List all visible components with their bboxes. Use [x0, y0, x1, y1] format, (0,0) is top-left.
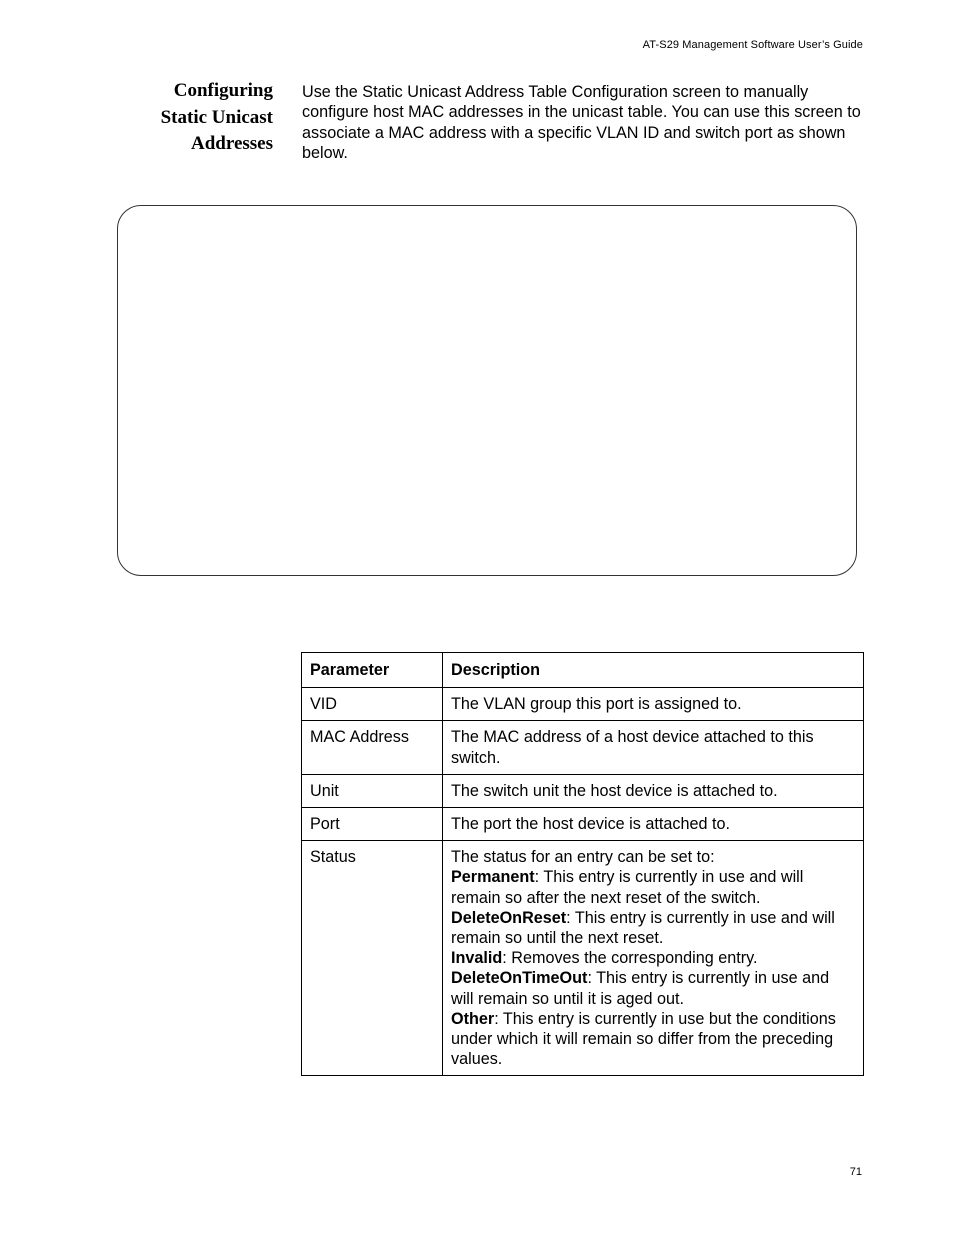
status-option: [451, 1009, 855, 1070]
heading-line: Addresses: [191, 133, 273, 154]
status-term: Permanent: [451, 868, 535, 887]
status-text: : Removes the corresponding entry.: [502, 949, 758, 968]
param-cell: Port: [302, 808, 443, 841]
status-text: : This entry is currently in use but the conditions under which it will remain so differ from the preceding values.: [451, 1009, 836, 1069]
param-cell: Unit: [302, 774, 443, 807]
running-header: AT-S29 Management Software User’s Guide: [642, 39, 863, 51]
status-option: [451, 908, 855, 948]
desc-cell: The switch unit the host device is attached to.: [443, 774, 864, 807]
desc-cell: The port the host device is attached to.: [443, 808, 864, 841]
status-text: : This entry is currently in use and will remain so after the next reset of the switch.: [451, 868, 804, 907]
status-text: : This entry is currently in use and will remain so until it is aged out.: [451, 969, 830, 1008]
table-row: [302, 774, 864, 807]
param-cell: MAC Address: [302, 721, 443, 774]
desc-cell: The MAC address of a host device attached to this switch.: [443, 721, 864, 774]
header-description: Description: [443, 653, 864, 688]
table-row: [302, 841, 864, 1076]
status-text: : This entry is currently in use and will remain so until the next reset.: [451, 908, 835, 948]
status-term: Invalid: [451, 949, 503, 968]
status-intro: The status for an entry can be set to:: [451, 848, 715, 867]
screen-image-frame: [117, 205, 857, 576]
header-parameter: Parameter: [302, 653, 443, 688]
table-row: [302, 721, 864, 774]
param-cell: VID: [302, 688, 443, 721]
status-option: [451, 867, 855, 907]
desc-cell: The VLAN group this port is assigned to.: [443, 688, 864, 721]
desc-cell: [443, 841, 864, 1076]
status-term: DeleteOnTimeOut: [451, 969, 588, 988]
status-option: [451, 948, 855, 968]
section-heading: [120, 78, 273, 158]
param-cell: Status: [302, 841, 443, 1076]
heading-line: Static Unicast: [160, 106, 273, 128]
status-option: [451, 968, 855, 1008]
page-number: 71: [849, 1166, 862, 1178]
status-term: Other: [451, 1009, 495, 1028]
table-header-row: [302, 653, 864, 688]
status-term: DeleteOnReset: [451, 908, 567, 927]
table-row: [302, 808, 864, 841]
intro-paragraph: Use the Static Unicast Address Table Configuration screen to manually configure host MAC addresses in the unicast table. You can use this screen to associate a MAC address with a specific VLAN ID and switch port as shown below.: [302, 83, 861, 162]
table-row: [302, 688, 864, 721]
parameter-table: [301, 652, 864, 1076]
heading-line: Configuring: [173, 80, 273, 101]
